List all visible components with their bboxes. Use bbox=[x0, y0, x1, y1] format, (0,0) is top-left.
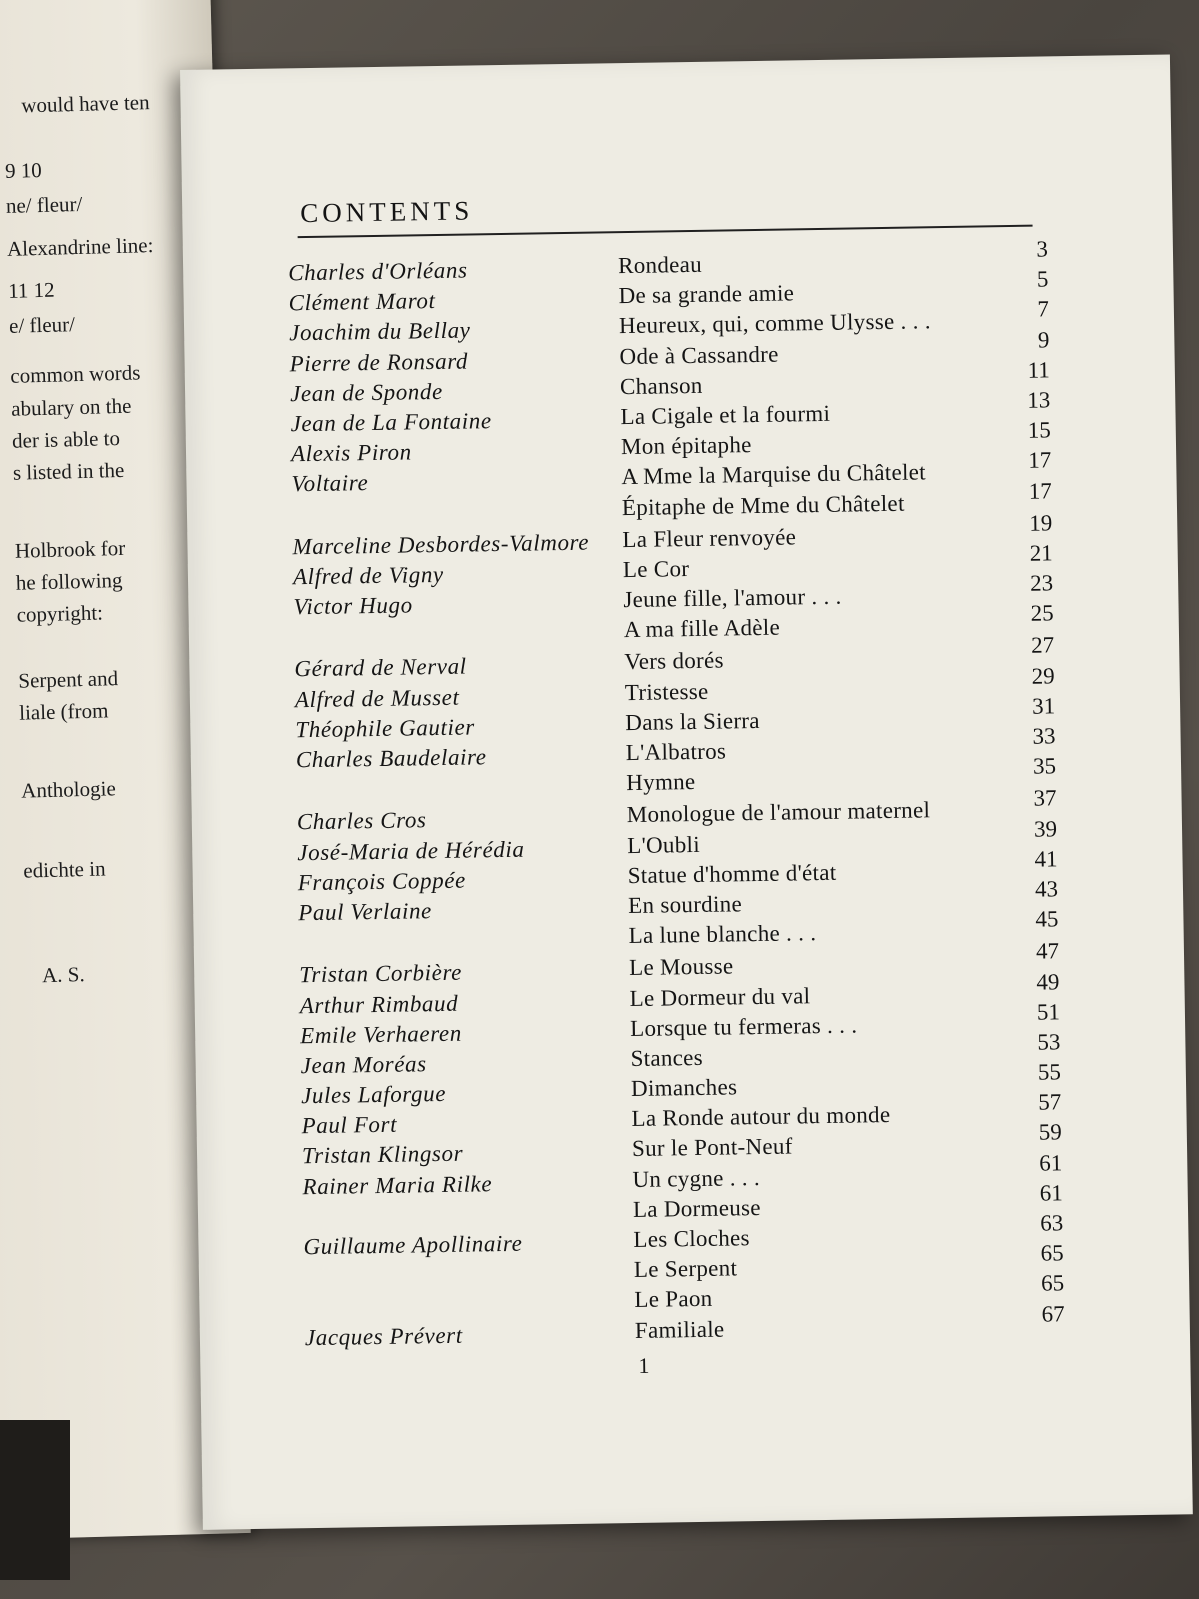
entry-page-number: 31 bbox=[1031, 693, 1056, 719]
entry-author: Rainer Maria Rilke bbox=[302, 1170, 493, 1199]
entry-poem-title: Vers dorés bbox=[624, 647, 724, 675]
contents-page bbox=[180, 54, 1193, 1529]
entry-page-number: 29 bbox=[1031, 662, 1055, 689]
entry-page-number: 15 bbox=[1027, 417, 1051, 443]
entry-page-number: 21 bbox=[1029, 540, 1053, 566]
entry-page-number: 19 bbox=[1029, 510, 1053, 536]
entry-poem-title: Chanson bbox=[619, 372, 703, 399]
entry-poem-title: Familiale bbox=[634, 1316, 725, 1343]
entry-poem-title: Heureux, qui, comme Ulysse . . . bbox=[618, 308, 931, 339]
contents-heading: CONTENTS bbox=[300, 195, 474, 229]
entry-poem-title: La Dormeuse bbox=[632, 1194, 761, 1222]
entry-page-number: 25 bbox=[1030, 600, 1054, 626]
entry-page-number: 5 bbox=[1036, 266, 1049, 292]
left-page-line: Alexandrine line: bbox=[6, 233, 154, 261]
entry-author: Voltaire bbox=[291, 470, 369, 497]
entry-poem-title: Le Cor bbox=[622, 555, 690, 582]
entry-page-number: 11 bbox=[1027, 357, 1051, 383]
entry-author: Charles d'Orléans bbox=[288, 257, 468, 286]
entry-poem-title: Sur le Pont-Neuf bbox=[631, 1133, 793, 1162]
entry-author: Victor Hugo bbox=[293, 592, 413, 620]
entry-page-number: 61 bbox=[1039, 1149, 1063, 1176]
entry-page-number: 37 bbox=[1033, 785, 1057, 812]
page-number: 1 bbox=[638, 1352, 650, 1378]
entry-page-number: 65 bbox=[1040, 1240, 1064, 1266]
entry-poem-title: Le Dormeur du val bbox=[629, 982, 811, 1011]
entry-page-number: 67 bbox=[1041, 1300, 1065, 1327]
entry-author: Charles Cros bbox=[296, 807, 427, 835]
entry-poem-title: Ode à Cassandre bbox=[619, 341, 779, 369]
entry-page-number: 35 bbox=[1032, 753, 1057, 779]
entry-page-number: 23 bbox=[1029, 570, 1054, 596]
entry-author: Emile Verhaeren bbox=[299, 1020, 463, 1048]
left-page-line: ne/ fleur/ bbox=[5, 191, 83, 218]
entry-author: Alfred de Musset bbox=[294, 684, 460, 712]
left-page-line: copyright: bbox=[16, 600, 104, 627]
entry-author: Jean de La Fontaine bbox=[290, 408, 492, 437]
entry-page-number: 17 bbox=[1028, 477, 1052, 504]
entry-page-number: 39 bbox=[1033, 815, 1058, 842]
left-page-line: s listed in the bbox=[12, 457, 125, 485]
entry-author: Paul Verlaine bbox=[298, 898, 433, 926]
entry-poem-title: La Ronde autour du monde bbox=[631, 1102, 891, 1132]
entry-author: Tristan Corbière bbox=[299, 959, 463, 988]
contents-list bbox=[288, 236, 1065, 1351]
left-page-line: would have ten bbox=[20, 90, 150, 118]
entry-page-number: 27 bbox=[1030, 632, 1055, 659]
entry-author: François Coppée bbox=[297, 867, 467, 895]
entry-poem-title: En sourdine bbox=[627, 891, 743, 918]
entry-author: Gérard de Nerval bbox=[294, 654, 467, 682]
entry-author: Théophile Gautier bbox=[295, 714, 476, 743]
entry-poem-title: Lorsque tu fermeras . . . bbox=[629, 1012, 858, 1041]
entry-page-number: 3 bbox=[1036, 236, 1049, 262]
entry-page-number: 57 bbox=[1038, 1089, 1062, 1115]
entry-author: Tristan Klingsor bbox=[301, 1141, 464, 1169]
entry-page-number: 43 bbox=[1034, 876, 1059, 902]
entry-poem-title: Statue d'homme d'état bbox=[627, 859, 837, 888]
entry-poem-title: L'Albatros bbox=[625, 738, 727, 766]
entry-author: Pierre de Ronsard bbox=[289, 348, 469, 376]
left-page-line: A. S. bbox=[41, 962, 85, 988]
entry-page-number: 59 bbox=[1038, 1119, 1062, 1146]
entry-poem-title: De sa grande amie bbox=[618, 280, 795, 309]
entry-poem-title: La Fleur renvoyée bbox=[622, 524, 797, 552]
entry-author: Alexis Piron bbox=[290, 439, 412, 467]
entry-page-number: 13 bbox=[1027, 387, 1051, 413]
entry-author: Alfred de Vigny bbox=[292, 561, 444, 590]
left-page-line: Holbrook for bbox=[14, 535, 126, 563]
entry-poem-title: A Mme la Marquise du Châtelet bbox=[621, 459, 927, 490]
left-page-line: der is able to bbox=[11, 425, 121, 453]
left-page-line: edichte in bbox=[23, 856, 106, 883]
left-page-line: common words bbox=[10, 360, 141, 388]
entry-page-number: 61 bbox=[1039, 1180, 1063, 1206]
entry-poem-title: Jeune fille, l'amour . . . bbox=[623, 583, 842, 613]
entry-page-number: 65 bbox=[1040, 1270, 1065, 1296]
entry-poem-title: L'Oubli bbox=[627, 831, 701, 858]
left-page-line: 11 12 bbox=[7, 277, 55, 303]
entry-poem-title: A ma fille Adèle bbox=[623, 614, 781, 643]
entry-poem-title: La Cigale et la fourmi bbox=[620, 400, 831, 430]
entry-author: Jean Moréas bbox=[300, 1051, 427, 1079]
entry-page-number: 9 bbox=[1037, 326, 1050, 353]
entry-author: Charles Baudelaire bbox=[295, 744, 487, 773]
entry-page-number: 7 bbox=[1037, 296, 1050, 322]
entry-poem-title: Stances bbox=[630, 1044, 704, 1071]
entry-page-number: 51 bbox=[1036, 998, 1061, 1025]
entry-author: Jacques Prévert bbox=[304, 1322, 463, 1350]
entry-page-number: 63 bbox=[1040, 1210, 1064, 1236]
entry-page-number: 55 bbox=[1037, 1059, 1062, 1085]
entry-poem-title: Épitaphe de Mme du Châtelet bbox=[621, 490, 905, 520]
entry-poem-title: Monologue de l'amour maternel bbox=[626, 797, 931, 828]
left-page-line: he following bbox=[15, 567, 123, 595]
entry-author: Clément Marot bbox=[288, 288, 436, 316]
entry-poem-title: Rondeau bbox=[617, 251, 703, 279]
entry-poem-title: Tristesse bbox=[624, 678, 709, 705]
left-page-line: e/ fleur/ bbox=[8, 312, 76, 338]
entry-author: Jean de Sponde bbox=[289, 378, 444, 407]
entry-page-number: 17 bbox=[1028, 447, 1052, 474]
entry-author: Guillaume Apollinaire bbox=[303, 1230, 523, 1260]
entry-poem-title: Dans la Sierra bbox=[625, 707, 760, 735]
entry-page-number: 45 bbox=[1035, 906, 1059, 932]
left-page-line: 9 10 bbox=[4, 157, 43, 183]
entry-author: José-Maria de Hérédia bbox=[297, 836, 525, 865]
entry-author: Joachim du Bellay bbox=[288, 317, 471, 346]
entry-poem-title: Mon épitaphe bbox=[620, 432, 752, 460]
entry-author: Arthur Rimbaud bbox=[299, 990, 459, 1018]
entry-poem-title: La lune blanche . . . bbox=[628, 920, 817, 949]
left-page-line: Anthologie bbox=[20, 776, 117, 803]
entry-author: Marceline Desbordes-Valmore bbox=[292, 529, 590, 559]
entry-poem-title: Hymne bbox=[626, 769, 696, 796]
entry-page-number: 47 bbox=[1035, 938, 1060, 964]
entry-page-number: 53 bbox=[1037, 1029, 1061, 1055]
left-page-line: Serpent and bbox=[18, 666, 119, 693]
entry-poem-title: Les Cloches bbox=[633, 1225, 750, 1253]
book-cover-edge bbox=[0, 1420, 70, 1580]
entry-poem-title: Dimanches bbox=[630, 1074, 738, 1102]
entry-poem-title: Le Mousse bbox=[628, 953, 734, 981]
entry-page-number: 33 bbox=[1032, 723, 1056, 749]
entry-poem-title: Le Paon bbox=[634, 1286, 713, 1313]
left-page-line: abulary on the bbox=[10, 393, 132, 421]
entry-page-number: 49 bbox=[1036, 968, 1060, 995]
entry-author: Paul Fort bbox=[301, 1111, 398, 1139]
entry-page-number: 41 bbox=[1034, 846, 1058, 872]
entry-poem-title: Le Serpent bbox=[633, 1255, 738, 1283]
entry-poem-title: Un cygne . . . bbox=[632, 1164, 761, 1192]
entry-author: Jules Laforgue bbox=[300, 1081, 447, 1109]
left-page-line: liale (from bbox=[18, 698, 109, 725]
